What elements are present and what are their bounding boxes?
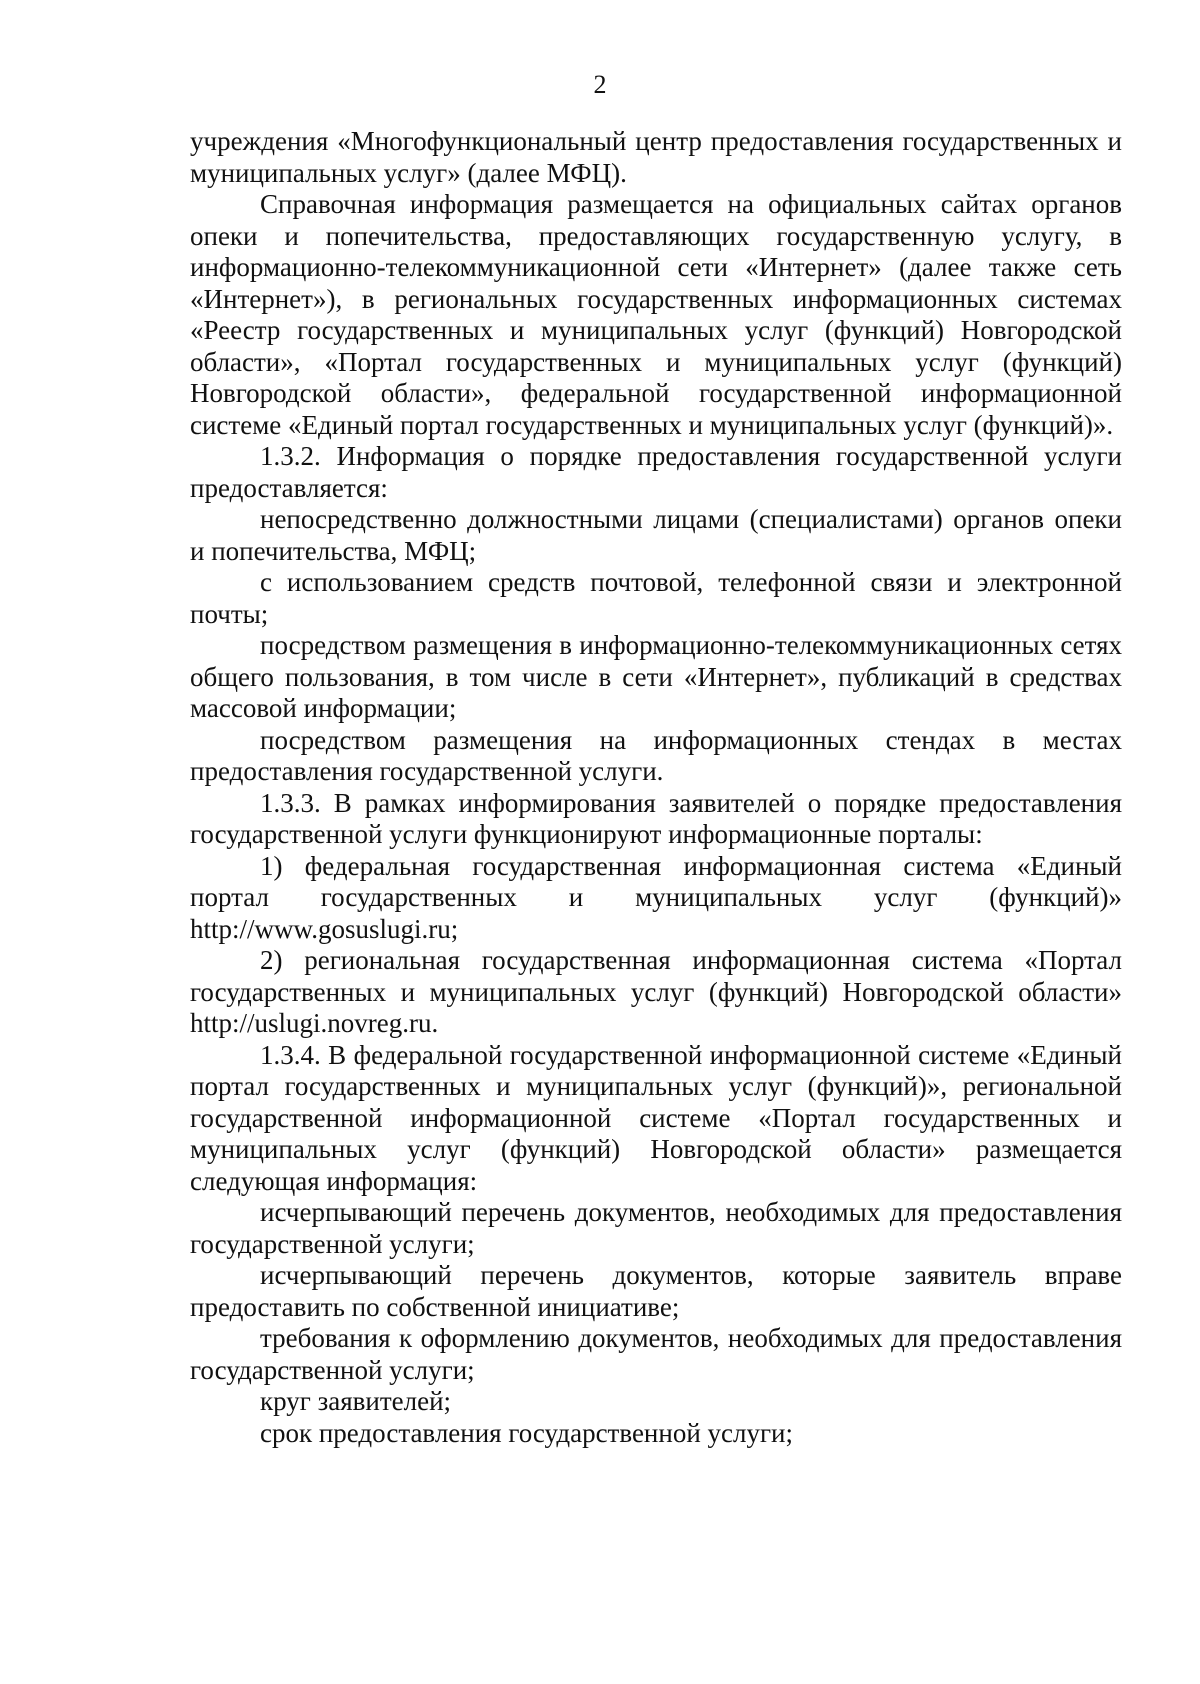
list-item-regional-portal: 2) региональная государственная информационная система «Портал государственных и муниципальных услуг (функций) Новгородской области» http://uslugi.novreg.ru. (190, 945, 1122, 1038)
list-item-stands: посредством размещения на информационных стендах в местах предоставления государственной услуги. (190, 724, 1122, 786)
list-item-officials: непосредственно должностными лицами (специалистами) органов опеки и попечительства, МФЦ; (190, 504, 1122, 566)
paragraph-1-3-4: 1.3.4. В федеральной государственной информационной системе «Единый портал государственных и муниципальных услуг (функций)», региональной государственной информационной системе «Портал государственных и муниципальных услуг (функций) Новгородской области» размещается следующая информация: (190, 1039, 1122, 1196)
paragraph-reference-info: Справочная информация размещается на официальных сайтах органов опеки и попечительства, предоставляющих государственную услугу, в информационно-телекоммуникационной сети «Интернет» (далее также сеть «Интернет»), в региональных государственных информационных системах «Реестр государственных и муниципальных услуг (функций) Новгородской области», «Портал государственных и муниципальных услуг (функций) Новгородской области», федеральной государственной информационной системе «Единый портал государственных и муниципальных услуг (функций)». (190, 189, 1122, 440)
list-item-federal-portal: 1) федеральная государственная информационная система «Единый портал государственных и муниципальных услуг (функций)» http://www.gosuslugi.ru; (190, 850, 1122, 944)
list-item-applicants: круг заявителей; (260, 1386, 452, 1416)
list-item-documents-optional: исчерпывающий перечень документов, которые заявитель вправе предоставить по собственной инициативе; (190, 1260, 1122, 1322)
paragraph-continuation: учреждения «Многофункциональный центр предоставления государственных и муниципальных услуг» (далее МФЦ). (190, 126, 1122, 188)
list-item-communications: с использованием средств почтовой, телефонной связи и электронной почты; (190, 567, 1122, 629)
page-number: 2 (593, 70, 607, 99)
list-item-service-term: срок предоставления государственной услуги; (260, 1417, 794, 1448)
list-item-networks: посредством размещения в информационно-телекоммуникационных сетях общего пользования, в том числе в сети «Интернет», публикаций в средствах массовой информации; (190, 630, 1122, 723)
list-item-document-requirements: требования к оформлению документов, необходимых для предоставления государственной услуги; (190, 1323, 1122, 1385)
paragraph-1-3-3: 1.3.3. В рамках информирования заявителей о порядке предоставления государственной услуги функционируют информационные порталы: (190, 787, 1122, 849)
list-item-documents-required: исчерпывающий перечень документов, необходимых для предоставления государственной услуги; (190, 1197, 1122, 1259)
document-body (190, 126, 1122, 1449)
paragraph-1-3-2: 1.3.2. Информация о порядке предоставления государственной услуги предоставляется: (190, 441, 1122, 503)
